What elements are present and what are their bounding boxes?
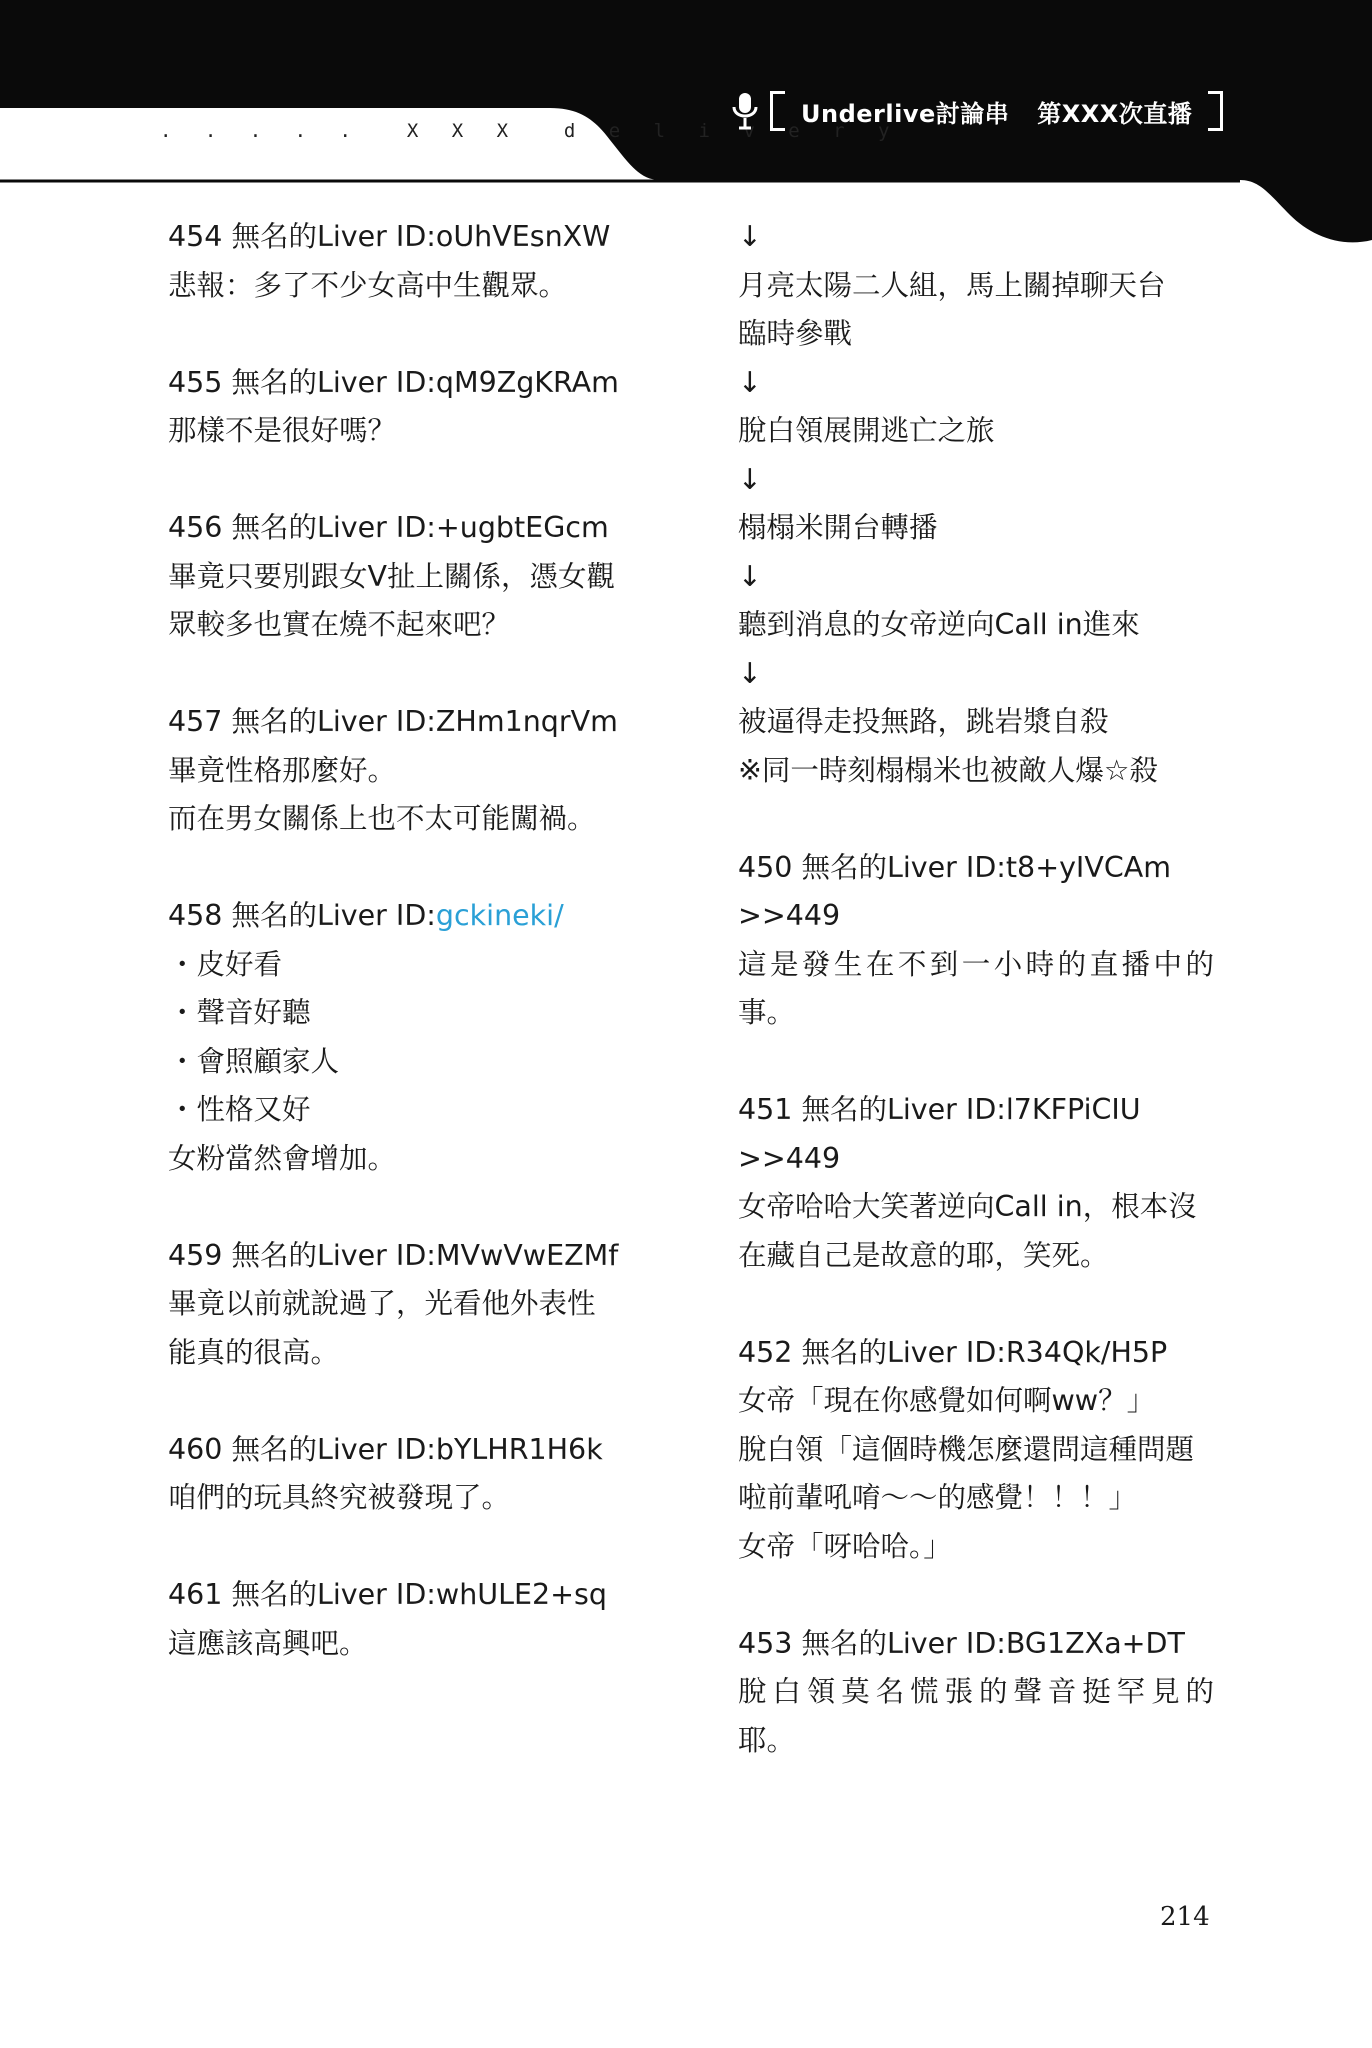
text-line: [738, 601, 1238, 650]
text-line: [738, 892, 1238, 941]
line-text: 女帝「現在你感覺如何啊ww？」: [738, 1384, 1156, 1417]
text-line: [738, 1474, 1238, 1523]
text-line: [168, 1474, 668, 1523]
line-text: 458 無名的Liver ID:: [168, 899, 436, 932]
line-text: 452 無名的Liver ID:R34Qk/H5P: [738, 1335, 1168, 1369]
text-line: [168, 1571, 668, 1620]
text-line: [738, 262, 1238, 311]
text-line: [738, 1717, 1238, 1766]
text-line: [168, 747, 668, 796]
line-text: 脫白領「這個時機怎麼還問這種問題: [738, 1432, 1195, 1466]
line-text: ↓: [738, 220, 762, 253]
text-line: [168, 1135, 668, 1184]
line-text: 這是發生在不到一小時的直播中的: [738, 947, 1214, 981]
text-line: [738, 1329, 1238, 1378]
line-text: 脫白領莫名慌張的聲音挺罕見的: [738, 1675, 1214, 1708]
id-link[interactable]: gckineki/: [435, 899, 564, 932]
line-text: 453 無名的Liver ID:BG1ZXa+DT: [738, 1626, 1185, 1660]
text-line: [168, 1620, 668, 1669]
blank-line: [168, 310, 668, 359]
line-text: 畢竟以前就說過了，光看他外表性: [168, 1287, 596, 1320]
line-text: 臨時參戰: [738, 317, 853, 350]
line-text: 女粉當然會增加。: [168, 1141, 397, 1175]
line-text: 女帝「呀哈哈。」: [738, 1529, 952, 1563]
header-left-label: . . . . . X X X d e l i v e r y: [160, 120, 901, 142]
text-line: [738, 1620, 1238, 1669]
line-text: ↓: [738, 656, 762, 690]
text-line: [168, 601, 668, 650]
line-text: ・皮好看: [168, 947, 283, 981]
blank-line: [738, 1038, 1238, 1087]
text-line: [738, 456, 1238, 505]
line-text: 脫白領展開逃亡之旅: [738, 414, 995, 447]
blank-line: [168, 1377, 668, 1426]
left-column: [168, 213, 668, 1668]
text-line: [168, 698, 668, 747]
line-text: 459 無名的Liver ID:MVwVwEZMf: [168, 1238, 619, 1272]
text-line: [738, 504, 1238, 553]
line-text: >>449: [738, 899, 841, 932]
line-text: 聽到消息的女帝逆向Call in進來: [738, 608, 1140, 641]
text-line: [738, 747, 1238, 796]
line-text: 耶。: [738, 1723, 796, 1757]
line-text: 450 無名的Liver ID:t8+yIVCAm: [738, 850, 1171, 884]
line-text: 461 無名的Liver ID:whULE2+sq: [168, 1578, 607, 1611]
left-bracket: [770, 91, 785, 131]
blank-line: [168, 844, 668, 893]
text-line: [168, 553, 668, 602]
page-number: 214: [1160, 1902, 1210, 1932]
text-line: [168, 213, 668, 262]
text-line: [738, 1426, 1238, 1475]
line-text: 這應該高興吧。: [168, 1626, 368, 1660]
line-text: 那樣不是很好嗎？: [168, 414, 397, 447]
microphone-icon: [730, 91, 760, 131]
line-text: 451 無名的Liver ID:l7KFPiCIU: [738, 1093, 1141, 1126]
text-line: [738, 407, 1238, 456]
text-line: [168, 795, 668, 844]
blank-line: [738, 1280, 1238, 1329]
line-text: ↓: [738, 462, 762, 496]
line-text: 月亮太陽二人組，馬上關掉聊天台: [738, 268, 1166, 302]
line-text: 460 無名的Liver ID:bYLHR1H6k: [168, 1432, 603, 1466]
text-line: [738, 650, 1238, 699]
text-line: [168, 262, 668, 311]
text-line: [168, 359, 668, 408]
blank-line: [738, 1571, 1238, 1620]
text-line: [738, 698, 1238, 747]
line-text: >>449: [738, 1141, 841, 1175]
header-title: Underlive討論串: [801, 99, 1010, 128]
text-line: [738, 1183, 1238, 1232]
text-line: [738, 359, 1238, 408]
line-text: 啦前輩吼唷～～的感覺！！！」: [738, 1481, 1138, 1514]
line-text: 455 無名的Liver ID:qM9ZgKRAm: [168, 365, 619, 399]
text-line: [168, 892, 668, 941]
blank-line: [168, 650, 668, 699]
text-line: [168, 407, 668, 456]
blank-line: [168, 456, 668, 505]
text-line: [168, 504, 668, 553]
text-line: [168, 1280, 668, 1329]
line-text: 眾較多也實在燒不起來吧？: [168, 608, 511, 641]
line-text: 畢竟只要別跟女V扯上關係，憑女觀: [168, 559, 615, 593]
text-line: [168, 989, 668, 1038]
header-title-group: [730, 86, 1223, 136]
text-line: [738, 1523, 1238, 1572]
line-text: ↓: [738, 365, 762, 399]
text-line: [168, 1426, 668, 1475]
right-bracket: [1208, 91, 1223, 131]
text-line: [168, 1232, 668, 1281]
line-text: 女帝哈哈大笑著逆向Call in，根本沒: [738, 1190, 1197, 1223]
text-line: [738, 1086, 1238, 1135]
line-text: 能真的很高。: [168, 1335, 340, 1369]
text-line: [168, 1086, 668, 1135]
line-text: 咱們的玩具終究被發現了。: [168, 1481, 511, 1514]
text-line: [738, 1377, 1238, 1426]
text-line: [738, 1232, 1238, 1281]
line-text: 454 無名的Liver ID:oUhVEsnXW: [168, 220, 611, 253]
line-text: ・聲音好聽: [168, 996, 311, 1029]
line-text: 榻榻米開台轉播: [738, 511, 938, 544]
text-line: [738, 941, 1214, 990]
line-text: 悲報：多了不少女高中生觀眾。: [168, 268, 568, 302]
text-line: [738, 989, 1238, 1038]
line-text: 457 無名的Liver ID:ZHm1nqrVm: [168, 705, 618, 738]
line-text: 在藏自己是故意的耶，笑死。: [738, 1238, 1109, 1272]
line-text: ・會照顧家人: [168, 1044, 340, 1078]
line-text: 事。: [738, 996, 796, 1029]
line-text: 而在男女關係上也不太可能闖禍。: [168, 802, 596, 835]
line-text: ↓: [738, 559, 762, 593]
line-text: 456 無名的Liver ID:+ugbtEGcm: [168, 511, 609, 544]
header-subtitle: 第XXX次直播: [1037, 99, 1193, 128]
text-line: [738, 1135, 1238, 1184]
text-line: [168, 1038, 668, 1087]
text-line: [168, 941, 668, 990]
text-line: [738, 1668, 1214, 1717]
blank-line: [168, 1183, 668, 1232]
right-column: [738, 213, 1238, 1765]
text-line: [738, 553, 1238, 602]
text-line: [738, 213, 1238, 262]
line-text: ・性格又好: [168, 1093, 311, 1126]
line-text: ※同一時刻榻榻米也被敵人爆☆殺: [738, 753, 1158, 787]
text-line: [738, 310, 1238, 359]
blank-line: [738, 795, 1238, 844]
text-line: [168, 1329, 668, 1378]
text-line: [738, 844, 1238, 893]
line-text: 畢竟性格那麼好。: [168, 753, 397, 787]
blank-line: [168, 1523, 668, 1572]
line-text: 被逼得走投無路，跳岩漿自殺: [738, 705, 1109, 738]
